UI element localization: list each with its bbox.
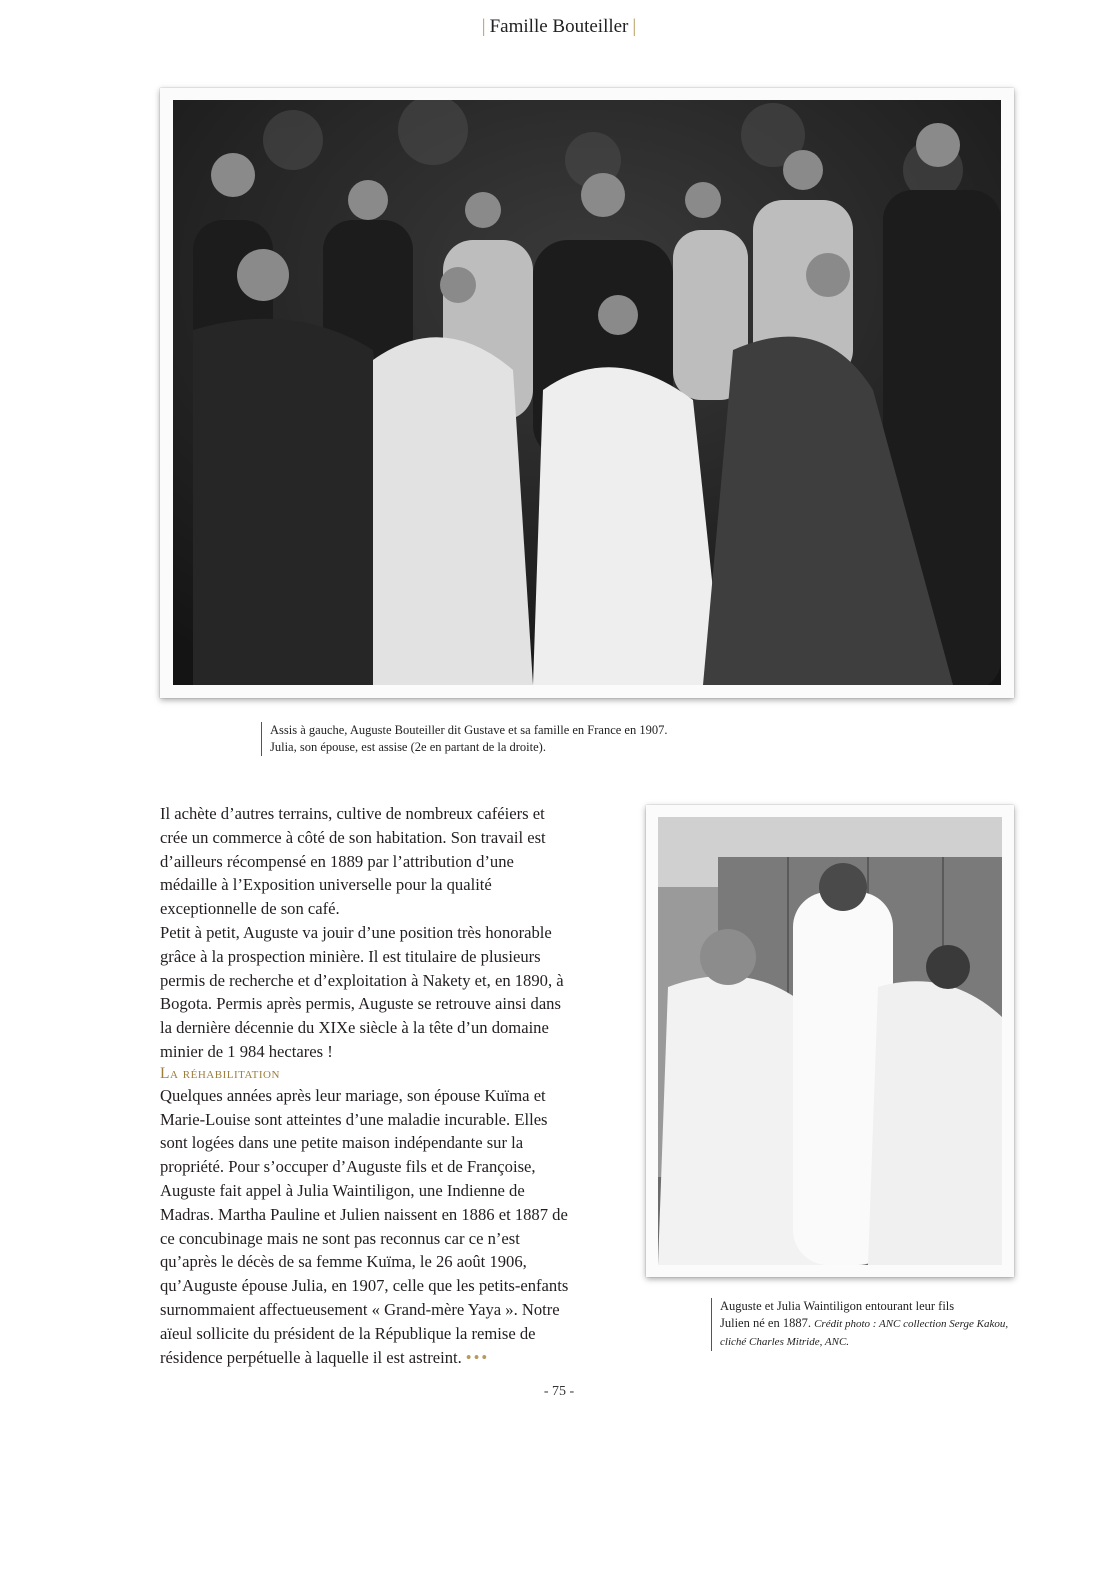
continuation-marker: •••	[465, 1347, 490, 1367]
body-text-column	[160, 802, 570, 1369]
paragraph-1: Il achète d’autres terrains, cultive de nombreux caféiers et crée un commerce à côté de son habitation. Son travail est d’ailleurs récompensé en 1889 par l’attribution d’une médaille à l’Exposition universelle pour la qualité exceptionnelle de son café.	[160, 804, 546, 919]
family-group-photo-icon	[173, 100, 1001, 685]
header-rule-left: |	[481, 16, 486, 37]
paragraph-3-text: Quelques années après leur mariage, son épouse Kuïma et Marie-Louise sont atteintes d’une maladie incurable. Elles sont logées dans une petite maison indépendante sur la propriété. Pour s’occuper d’Auguste fils et de Françoise, Auguste fait appel à Julia Waintiligon, une Indienne de Madras. Martha Pauline et Julien naissent en 1886 et 1887 de ce concubinage mais ne sont pas reconnus car ce n’est qu’après le décès de sa femme Kuïma, le 26 août 1906, qu’Auguste épouse Julia, en 1907, celle que les petits-enfants surnommaient affectueusement « Grand-mère Yaya ». Notre aïeul sollicite du président de la République la remise de résidence perpétuelle à laquelle il est astreint.	[160, 1085, 569, 1367]
paragraph-2: Petit à petit, Auguste va jouir d’une position très honorable grâce à la prospection minière. Il est titulaire de plusieurs permis de recherche et d’exploitation à Nakety et, en 1890, à Bogota. Permis après permis, Auguste se retrouve ainsi dans la dernière décennie du XIXe siècle à la tête d’un domaine minier de 1 984 hectares !	[160, 922, 564, 1061]
figure-2-frame	[646, 805, 1014, 1277]
figure-2-caption-line-2	[720, 1315, 1020, 1351]
figure-1-caption-line-2: Julia, son épouse, est assise (2e en partant de la droite).	[270, 740, 546, 754]
figure-2-caption-line-2-text: Julien né en 1887.	[720, 1316, 811, 1330]
portrait-photo-icon	[658, 817, 1002, 1265]
section-title: La réhabilitation	[160, 1064, 280, 1082]
page-number: - 75 -	[543, 1384, 575, 1399]
figure-1-caption-line-1: Assis à gauche, Auguste Bouteiller dit Gustave et sa famille en France en 1907.	[270, 723, 668, 737]
figure-2-caption-line-1: Auguste et Julia Waintiligon entourant leur fils	[720, 1299, 955, 1313]
running-head	[0, 16, 1118, 38]
figure-1-caption	[261, 722, 790, 756]
running-title: Famille Bouteiller	[489, 16, 629, 37]
paragraph-3	[160, 1084, 570, 1370]
figure-2-caption	[711, 1298, 1020, 1351]
photo-credit: Crédit photo : ANC collection Serge Kakou, cliché Charles Mitride, ANC.	[720, 1318, 1009, 1348]
header-rule-right: |	[632, 16, 637, 37]
figure-1-frame	[160, 88, 1014, 698]
